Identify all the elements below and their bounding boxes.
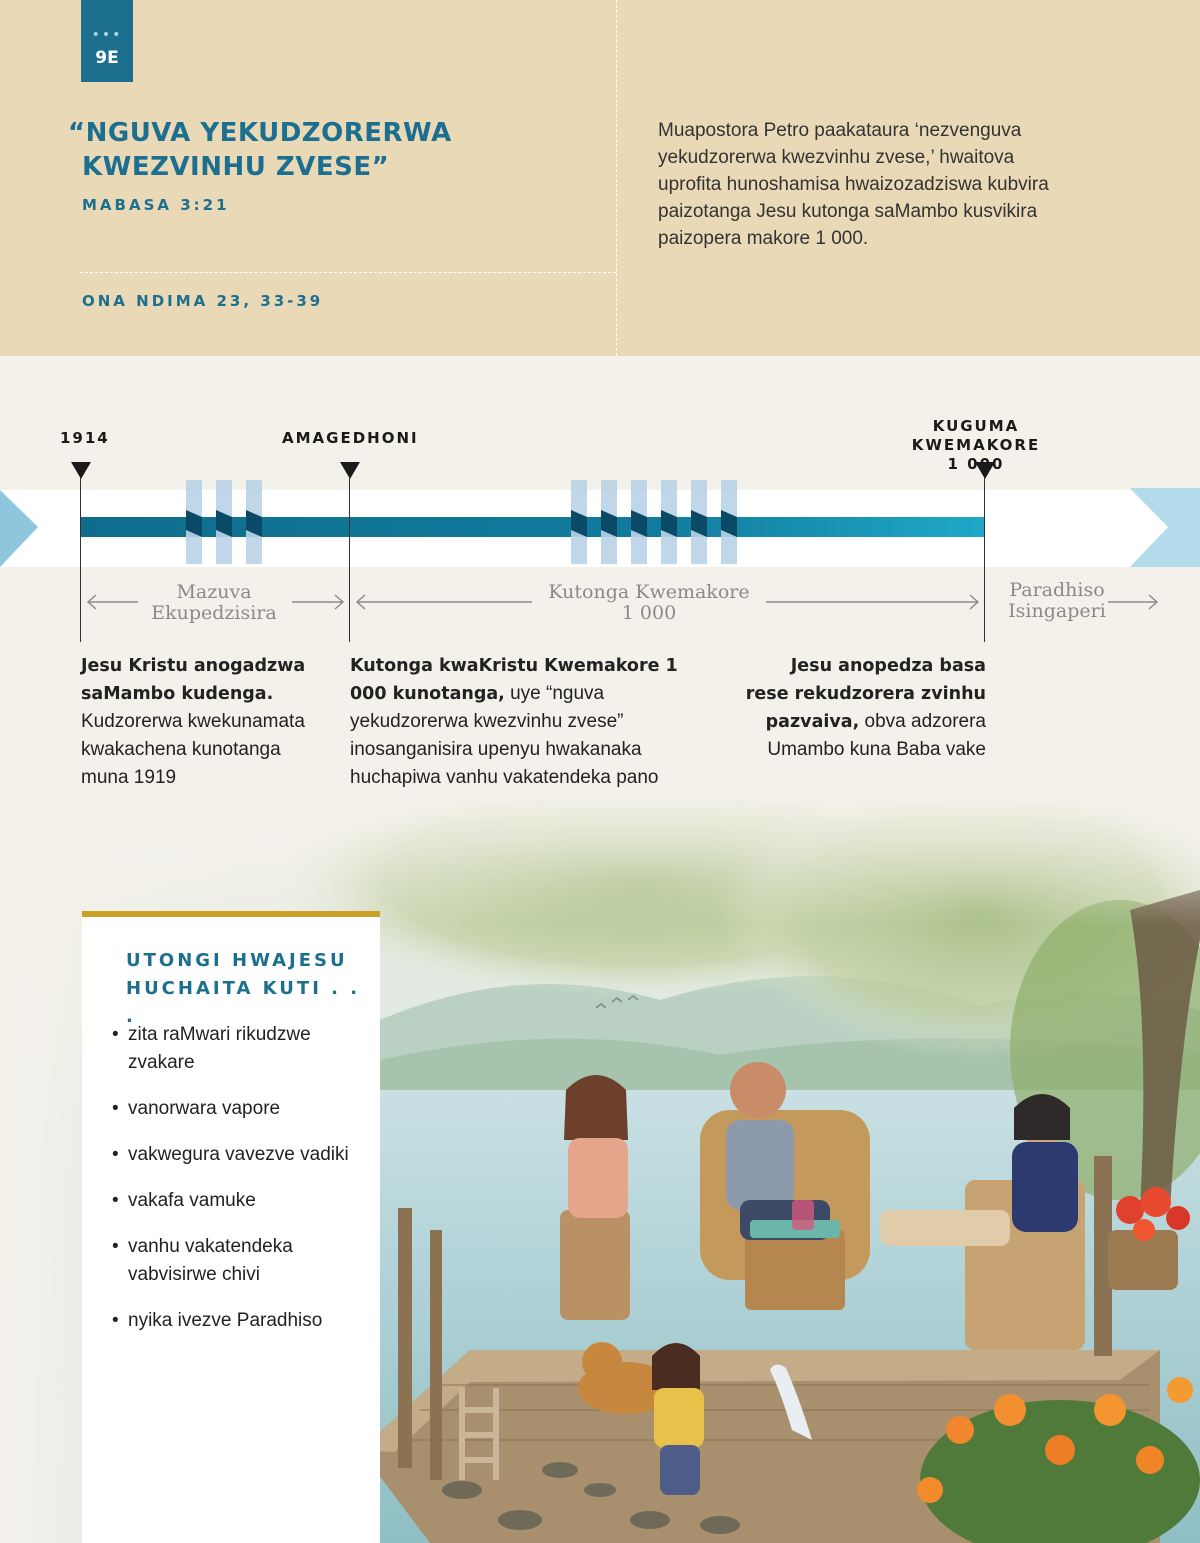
marker-1914-arrow-icon [71, 462, 91, 479]
list-item: • zita raMwari rikudzwe zvakare [112, 1021, 374, 1077]
period-paradise [998, 580, 1116, 622]
column-1914-bold: Jesu Kristu anogadzwa saMambo kudenga. [81, 656, 306, 704]
column-millennium-text: uye “nguva yekudzorerwa kwezvinhu zvese” inosanganisira upenyu hwakanaka huchapiwa vanhu vakatendeka pano [350, 683, 659, 788]
period-thousand-years [536, 582, 762, 624]
column-end-bold: Jesu anopedza basa rese rekudzorera zvinhu pazvaiva, [745, 656, 986, 732]
period-last-days-line1: Mazuva [176, 581, 252, 603]
intro-text: Muapostora Petro paakataura ‘nezvenguva yekudzorerwa kwezvinhu zvese,’ hwaitova uprofita hunoshamisa hwaizozadziswa kubvira paizotanga Jesu kutonga saMambo kusvikira paizopera makore 1 000. [658, 120, 1049, 249]
column-1914 [81, 652, 311, 792]
marker-armageddon-label: AMAGEDHONI [282, 429, 419, 447]
marker-1914-label: 1914 [60, 429, 110, 447]
tag-label: 9E [95, 48, 119, 68]
horizontal-divider [80, 272, 616, 273]
vertical-divider [616, 0, 617, 356]
tag-dots: ••• [91, 27, 123, 43]
period-thousand-years-line2: 1 000 [621, 602, 677, 624]
period-paradise-line1: Paradhiso [1009, 579, 1105, 601]
period-paradise-line2: Isingaperi [1008, 600, 1106, 622]
list-item: • vanhu vakatendeka vabvisirwe chivi [112, 1233, 374, 1289]
list-item: • nyika ivezve Paradhiso [112, 1307, 374, 1335]
results-list [112, 1021, 374, 1353]
column-end [744, 652, 986, 764]
list-item: • vakafa vamuke [112, 1187, 374, 1215]
box-title: UTONGI HWAJESU HUCHAITA KUTI . . . [126, 950, 361, 1027]
timeline-bar [80, 517, 984, 537]
column-1914-text: Kudzorerwa kwekunamata kwakachena kunotanga muna 1919 [81, 711, 305, 788]
period-last-days-line2: Ekupedzisira [151, 602, 277, 624]
reign-results-box [82, 911, 380, 1543]
list-item: • vanorwara vapore [112, 1095, 374, 1123]
timeline-graphic [0, 470, 1200, 580]
section-tag [81, 0, 133, 82]
period-last-days [140, 582, 288, 624]
list-item: • vakwegura vavezve vadiki [112, 1141, 374, 1169]
column-end-text: obva adzorera Umambo kuna Baba vake [767, 711, 986, 760]
title-line-1: “NGUVA YEKUDZORERWA [68, 118, 452, 148]
marker-end-line2: 1 000 [947, 455, 1005, 473]
paragraph-reference: ONA NDIMA 23, 33-39 [82, 292, 324, 310]
period-thousand-years-line1: Kutonga Kwemakore [548, 581, 750, 603]
scripture-reference: MABASA 3:21 [82, 196, 230, 214]
marker-end-arrow-icon [975, 462, 995, 479]
column-millennium-bold: Kutonga kwaKristu Kwemakore 1 000 kunotanga, [350, 656, 678, 704]
page-title [68, 116, 588, 184]
marker-armageddon-arrow-icon [340, 462, 360, 479]
marker-end-line1: KUGUMA KWEMAKORE [911, 417, 1041, 454]
title-line-2: KWEZVINHU ZVESE” [82, 152, 390, 182]
